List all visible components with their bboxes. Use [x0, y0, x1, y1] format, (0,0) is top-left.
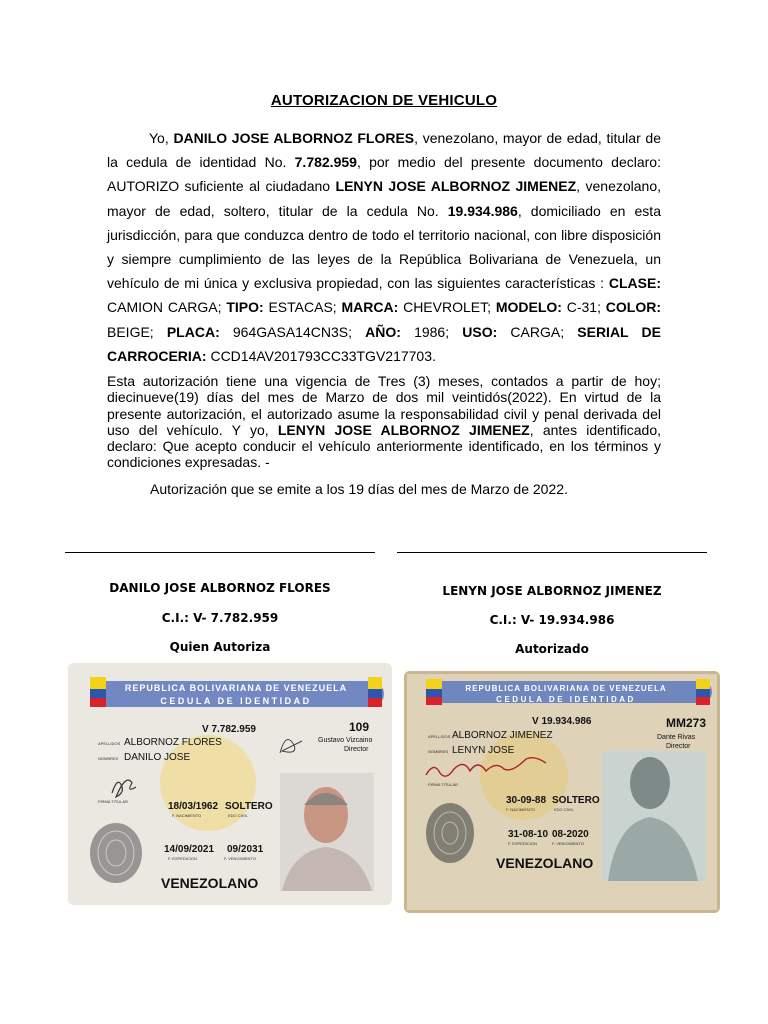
nationality: VENEZOLANO — [496, 855, 594, 871]
field-value: C-31; — [561, 299, 606, 316]
holder-photo — [280, 773, 374, 891]
field-value: 1986; — [400, 323, 463, 340]
field-value: ESTACAS; — [263, 299, 342, 316]
signer-name-left: DANILO JOSE ALBORNOZ FLORES — [109, 581, 331, 595]
birth-label: F. NACIMIENTO — [506, 807, 536, 812]
apellidos-value: ALBORNOZ FLORES — [124, 737, 222, 748]
id-number: V 7.782.959 — [202, 724, 256, 735]
grantor-name: DANILO JOSE ALBORNOZ FLORES — [173, 130, 415, 146]
text: , venezolano, mayor de edad, titular de la cedula de identidad No. — [107, 130, 661, 171]
signer-id-right: C.I.: V- 19.934.986 — [489, 613, 615, 627]
id-card-grantee — [404, 671, 720, 913]
field-label: COLOR: — [605, 299, 662, 316]
expiry-label: F. VENCIMIENTO — [552, 841, 584, 846]
nombres-value: LENYN JOSE — [452, 745, 515, 756]
text: , domiciliado en esta jurisdicción, para que conduzca dentro de todo el territorio nacional, con libre disposición y siempre cumplimiento de las leyes de la República Bolivariana de Venezuela, un vehículo de mi única y exclusiva propiedad, con las siguientes características : — [107, 202, 661, 292]
holder-photo — [602, 751, 706, 881]
card-code: 109 — [349, 720, 370, 734]
issue-date-paragraph: Autorización que se emite a los 19 días del mes de Marzo de 2022. — [150, 481, 568, 497]
field-value: 964GASA14CN3S; — [219, 323, 366, 340]
flag-stripe-blue — [90, 689, 106, 698]
card-code: MM273 — [666, 716, 707, 730]
birth-date: 30-09-88 — [506, 795, 547, 806]
issue-date: 14/09/2021 — [164, 844, 215, 855]
apellidos-label: APELLIDOS — [428, 734, 451, 739]
text: Yo, — [149, 130, 174, 146]
flag-stripe-red — [90, 698, 106, 707]
text: Esta autorización tiene una vigencia de Tres (3) meses, contados a partir de hoy; diecinueve(19) días del mes de Marzo de dos mil veintidós(2022). En virtud de la presente autorización, el autorizado asume la responsabilidad civil y penal derivada del uso del vehículo. Y yo, — [107, 373, 661, 438]
signature-line-left — [65, 552, 375, 553]
field-label: USO: — [462, 323, 498, 340]
civil-status: SOLTERO — [552, 795, 600, 806]
field-value: CHEVROLET; — [398, 299, 496, 316]
field-value: BEIGE; — [107, 323, 167, 340]
validity-paragraph — [107, 373, 661, 471]
director-name: Dante Rivas — [657, 734, 696, 741]
id-number: V 19.934.986 — [532, 716, 592, 727]
expiry-date: 09/2031 — [227, 844, 264, 855]
document-title: AUTORIZACION DE VEHICULO — [270, 92, 498, 109]
text: , venezolano, mayor de edad, soltero, titular de la cedula No. — [107, 178, 661, 219]
flag-stripe-yellow — [90, 677, 106, 689]
issue-label: F. EXPEDICION — [168, 856, 197, 861]
signer-role-right: Autorizado — [515, 642, 589, 656]
field-label: AÑO: — [365, 323, 401, 340]
firma-label: FIRMA TITULAR — [98, 799, 128, 804]
id-card-grantor — [68, 663, 392, 905]
nombres-label: NOMBRES — [98, 756, 119, 761]
field-label: MARCA: — [341, 299, 399, 316]
nombres-label: NOMBRES — [428, 749, 449, 754]
field-label: PLACA: — [166, 323, 220, 340]
director-title: Director — [344, 746, 369, 753]
card-subheader: CEDULA DE IDENTIDAD — [160, 696, 312, 706]
apellidos-value: ALBORNOZ JIMENEZ — [452, 730, 553, 741]
firma-label: FIRMA TITULAR — [428, 782, 458, 787]
birth-date: 18/03/1962 — [168, 801, 219, 812]
grantee-id: 19.934.986 — [447, 202, 518, 219]
card-header: REPUBLICA BOLIVARIANA DE VENEZUELA — [124, 683, 348, 693]
signer-role-left: Quien Autoriza — [169, 640, 271, 654]
field-label: TIPO: — [226, 299, 264, 316]
director-name: Gustavo Vizcaino — [318, 737, 373, 744]
civil-status: SOLTERO — [225, 801, 273, 812]
card-subheader: CEDULA DE IDENTIDAD — [496, 695, 636, 704]
grantor-id: 7.782.959 — [294, 154, 357, 171]
field-value: CCD14AV201793CC33TGV217703. — [206, 347, 436, 364]
director-title: Director — [666, 743, 691, 750]
apellidos-label: APELLIDOS — [98, 741, 121, 746]
authorization-paragraph — [107, 126, 661, 368]
nombres-value: DANILO JOSE — [124, 752, 191, 763]
birth-label: F. NACIMIENTO — [172, 813, 202, 818]
civil-label: EDO CIVIL — [228, 813, 248, 818]
nationality: VENEZOLANO — [161, 875, 259, 891]
issue-date: 31-08-10 — [508, 829, 549, 840]
field-value: CAMION CARGA; — [107, 299, 227, 316]
grantee-name: LENYN JOSE ALBORNOZ JIMENEZ — [335, 178, 577, 195]
field-label: MODELO: — [495, 299, 562, 316]
grantee-name: LENYN JOSE ALBORNOZ JIMENEZ — [277, 421, 530, 438]
field-value: CARGA; — [497, 323, 578, 340]
signer-name-right: LENYN JOSE ALBORNOZ JIMENEZ — [442, 584, 662, 598]
civil-label: EDO CIVIL — [554, 807, 574, 812]
expiry-label: F. VENCIMIENTO — [224, 856, 256, 861]
field-label: CLASE: — [608, 275, 661, 292]
expiry-date: 08-2020 — [552, 829, 589, 840]
issue-label: F. EXPEDICION — [508, 841, 537, 846]
signature-line-right — [397, 552, 707, 553]
signer-id-left: C.I.: V- 7.782.959 — [161, 611, 279, 625]
card-header: REPUBLICA BOLIVARIANA DE VENEZUELA — [465, 684, 667, 693]
text: , por medio del presente documento declaro: AUTORIZO suficiente al ciudadano — [107, 154, 661, 195]
text: , antes identificado, declaro: Que acepto conducir el vehículo anteriormente identificado, en los términos y condiciones expresadas. - — [107, 421, 661, 471]
field-label: SERIAL DE CARROCERIA: — [107, 323, 661, 364]
